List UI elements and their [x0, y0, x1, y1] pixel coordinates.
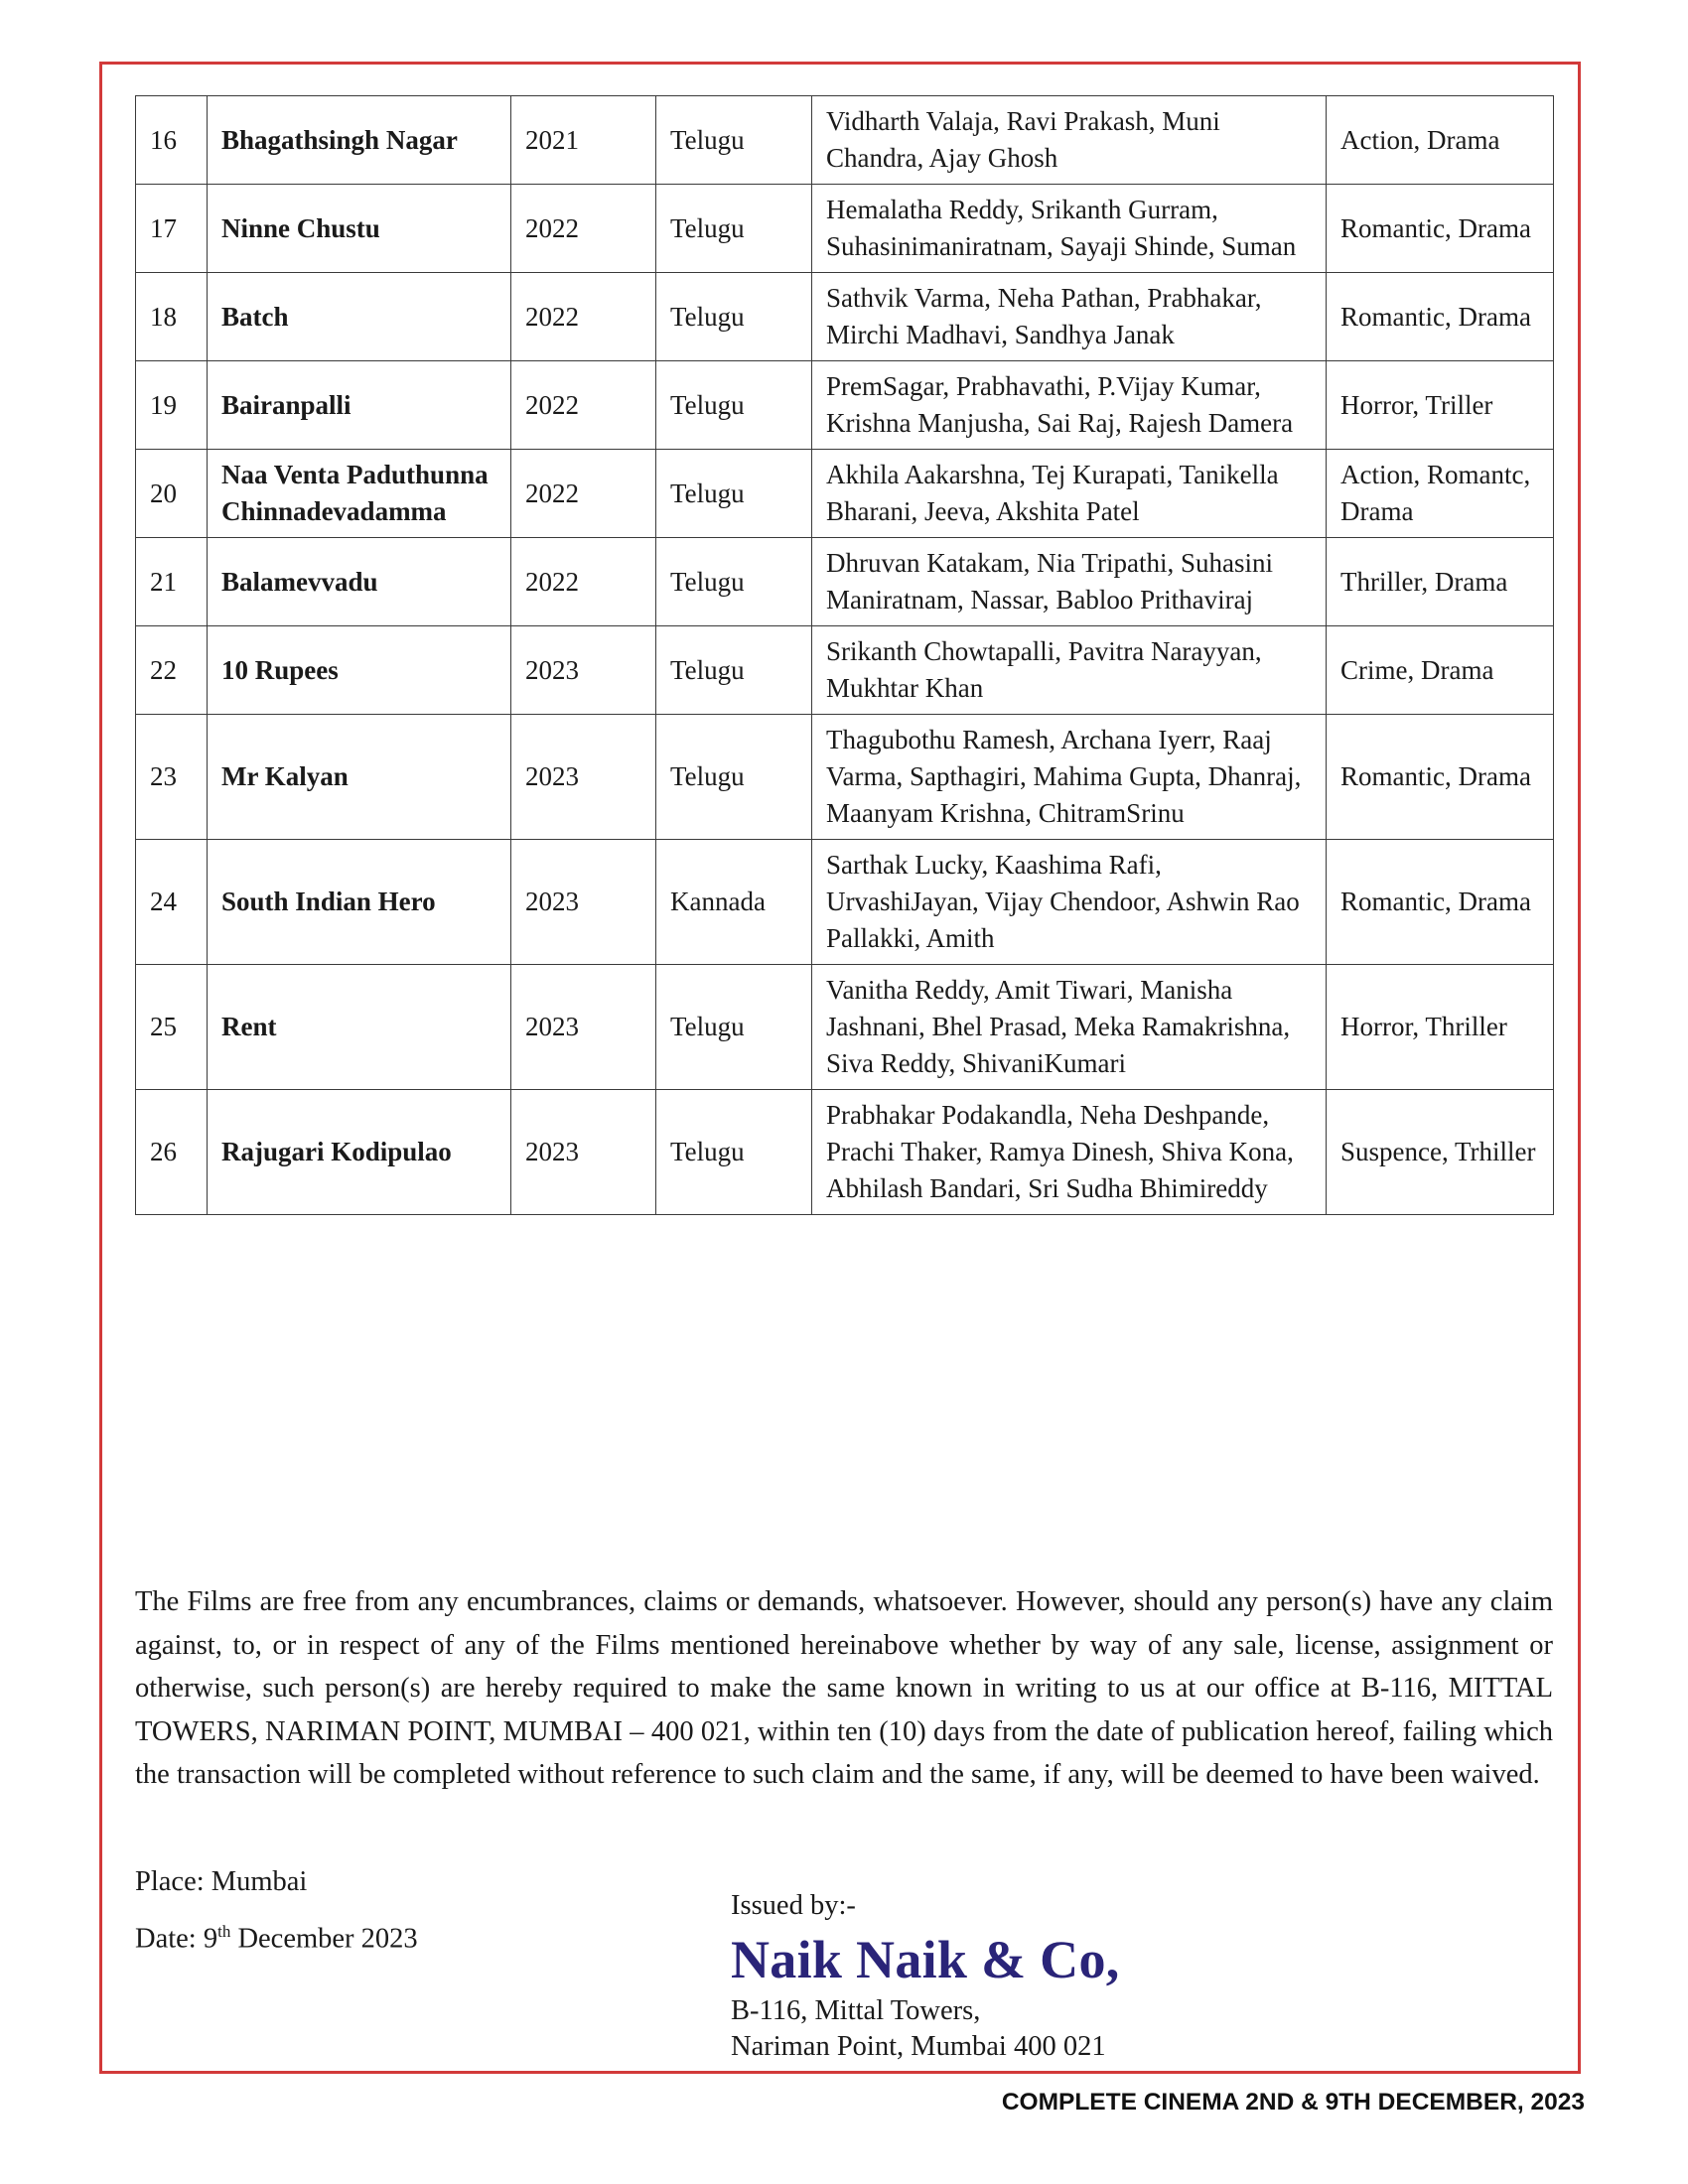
- issuer-company-name: Naik Naik & Co,: [731, 1930, 1120, 1989]
- table-row: [136, 965, 1554, 1090]
- place-line: Place: Mumbai: [135, 1866, 308, 1897]
- films-table: [135, 95, 1554, 1215]
- date-prefix: Date: 9: [135, 1923, 218, 1955]
- film-language-cell: Telugu: [656, 538, 812, 626]
- film-language-cell: Telugu: [656, 450, 812, 538]
- film-cast-cell: Dhruvan Katakam, Nia Tripathi, Suhasini Maniratnam, Nassar, Babloo Prithaviraj: [812, 538, 1327, 626]
- film-genre-cell: Romantic, Drama: [1327, 715, 1554, 840]
- table-row: [136, 361, 1554, 450]
- issuer-address-line-1: B-116, Mittal Towers,: [731, 1995, 981, 2026]
- film-title-cell: Rajugari Kodipulao: [208, 1090, 511, 1215]
- film-year-cell: 2021: [511, 96, 656, 185]
- film-language-cell: Telugu: [656, 185, 812, 273]
- film-cast-cell: Akhila Aakarshna, Tej Kurapati, Tanikella Bharani, Jeeva, Akshita Patel: [812, 450, 1327, 538]
- date-ordinal: th: [217, 1922, 231, 1941]
- notice-paragraph: The Films are free from any encumbrances, claims or demands, whatsoever. However, should any person(s) have any claim against, to, or in respect of any of the Films mentioned hereinabove whether by way of any sale, license, assignment or otherwise, such person(s) are hereby required to make the same known in writing to us at our office at B-116, MITTAL TOWERS, NARIMAN POINT, MUMBAI – 400 021, within ten (10) days from the date of publication hereof, failing which the transaction will be completed without reference to such claim and the same, if any, will be deemed to have been waived.: [135, 1586, 1553, 1790]
- film-year-cell: 2022: [511, 273, 656, 361]
- film-genre-cell: Crime, Drama: [1327, 626, 1554, 715]
- film-genre-cell: Romantic, Drama: [1327, 273, 1554, 361]
- film-year-cell: 2023: [511, 1090, 656, 1215]
- film-title-cell: Rent: [208, 965, 511, 1090]
- film-title-cell: 10 Rupees: [208, 626, 511, 715]
- film-cast-cell: Vidharth Valaja, Ravi Prakash, Muni Chandra, Ajay Ghosh: [812, 96, 1327, 185]
- publication-footer: COMPLETE CINEMA 2ND & 9TH DECEMBER, 2023: [1001, 2089, 1585, 2116]
- film-number-cell: 21: [136, 538, 208, 626]
- film-language-cell: Telugu: [656, 626, 812, 715]
- film-title-cell: Mr Kalyan: [208, 715, 511, 840]
- film-number-cell: 23: [136, 715, 208, 840]
- film-cast-cell: Hemalatha Reddy, Srikanth Gurram, Suhasinimaniratnam, Sayaji Shinde, Suman: [812, 185, 1327, 273]
- film-cast-cell: Sarthak Lucky, Kaashima Rafi, UrvashiJayan, Vijay Chendoor, Ashwin Rao Pallakki, Amith: [812, 840, 1327, 965]
- film-cast-cell: Srikanth Chowtapalli, Pavitra Narayyan, Mukhtar Khan: [812, 626, 1327, 715]
- film-number-cell: 16: [136, 96, 208, 185]
- film-year-cell: 2022: [511, 450, 656, 538]
- film-number-cell: 17: [136, 185, 208, 273]
- table-row: [136, 715, 1554, 840]
- film-language-cell: Telugu: [656, 361, 812, 450]
- film-year-cell: 2023: [511, 715, 656, 840]
- date-line: [135, 1922, 418, 1956]
- film-number-cell: 25: [136, 965, 208, 1090]
- table-row: [136, 450, 1554, 538]
- film-title-cell: Bairanpalli: [208, 361, 511, 450]
- table-row: [136, 1090, 1554, 1215]
- film-language-cell: Telugu: [656, 715, 812, 840]
- film-genre-cell: Romantic, Drama: [1327, 185, 1554, 273]
- film-year-cell: 2023: [511, 626, 656, 715]
- film-language-cell: Telugu: [656, 273, 812, 361]
- film-number-cell: 24: [136, 840, 208, 965]
- film-title-cell: Bhagathsingh Nagar: [208, 96, 511, 185]
- table-row: [136, 273, 1554, 361]
- film-language-cell: Telugu: [656, 1090, 812, 1215]
- film-number-cell: 18: [136, 273, 208, 361]
- film-year-cell: 2022: [511, 361, 656, 450]
- film-genre-cell: Romantic, Drama: [1327, 840, 1554, 965]
- date-rest: December 2023: [230, 1923, 418, 1955]
- film-year-cell: 2023: [511, 965, 656, 1090]
- films-table-body: [136, 96, 1554, 1215]
- film-title-cell: Ninne Chustu: [208, 185, 511, 273]
- film-title-cell: South Indian Hero: [208, 840, 511, 965]
- film-genre-cell: Horror, Thriller: [1327, 965, 1554, 1090]
- film-year-cell: 2023: [511, 840, 656, 965]
- film-number-cell: 22: [136, 626, 208, 715]
- film-genre-cell: Action, Drama: [1327, 96, 1554, 185]
- film-title-cell: Naa Venta Paduthunna Chinnadevadamma: [208, 450, 511, 538]
- table-row: [136, 538, 1554, 626]
- film-language-cell: Kannada: [656, 840, 812, 965]
- film-title-cell: Balamevvadu: [208, 538, 511, 626]
- table-row: [136, 840, 1554, 965]
- issued-by-label: Issued by:-: [731, 1890, 856, 1921]
- film-genre-cell: Action, Romantc, Drama: [1327, 450, 1554, 538]
- film-title-cell: Batch: [208, 273, 511, 361]
- film-cast-cell: Prabhakar Podakandla, Neha Deshpande, Prachi Thaker, Ramya Dinesh, Shiva Kona, Abhilash Bandari, Sri Sudha Bhimireddy: [812, 1090, 1327, 1215]
- table-row: [136, 626, 1554, 715]
- film-cast-cell: Sathvik Varma, Neha Pathan, Prabhakar, Mirchi Madhavi, Sandhya Janak: [812, 273, 1327, 361]
- film-genre-cell: Thriller, Drama: [1327, 538, 1554, 626]
- film-language-cell: Telugu: [656, 965, 812, 1090]
- film-cast-cell: PremSagar, Prabhavathi, P.Vijay Kumar, Krishna Manjusha, Sai Raj, Rajesh Damera: [812, 361, 1327, 450]
- table-row: [136, 185, 1554, 273]
- film-year-cell: 2022: [511, 185, 656, 273]
- film-cast-cell: Thagubothu Ramesh, Archana Iyerr, Raaj Varma, Sapthagiri, Mahima Gupta, Dhanraj, Maanyam Krishna, ChitramSrinu: [812, 715, 1327, 840]
- table-row: [136, 96, 1554, 185]
- film-genre-cell: Suspence, Trhiller: [1327, 1090, 1554, 1215]
- film-number-cell: 26: [136, 1090, 208, 1215]
- film-year-cell: 2022: [511, 538, 656, 626]
- film-number-cell: 19: [136, 361, 208, 450]
- issuer-address-line-2: Nariman Point, Mumbai 400 021: [731, 2031, 1106, 2062]
- film-number-cell: 20: [136, 450, 208, 538]
- film-language-cell: Telugu: [656, 96, 812, 185]
- film-cast-cell: Vanitha Reddy, Amit Tiwari, Manisha Jashnani, Bhel Prasad, Meka Ramakrishna, Siva Reddy, ShivaniKumari: [812, 965, 1327, 1090]
- film-genre-cell: Horror, Triller: [1327, 361, 1554, 450]
